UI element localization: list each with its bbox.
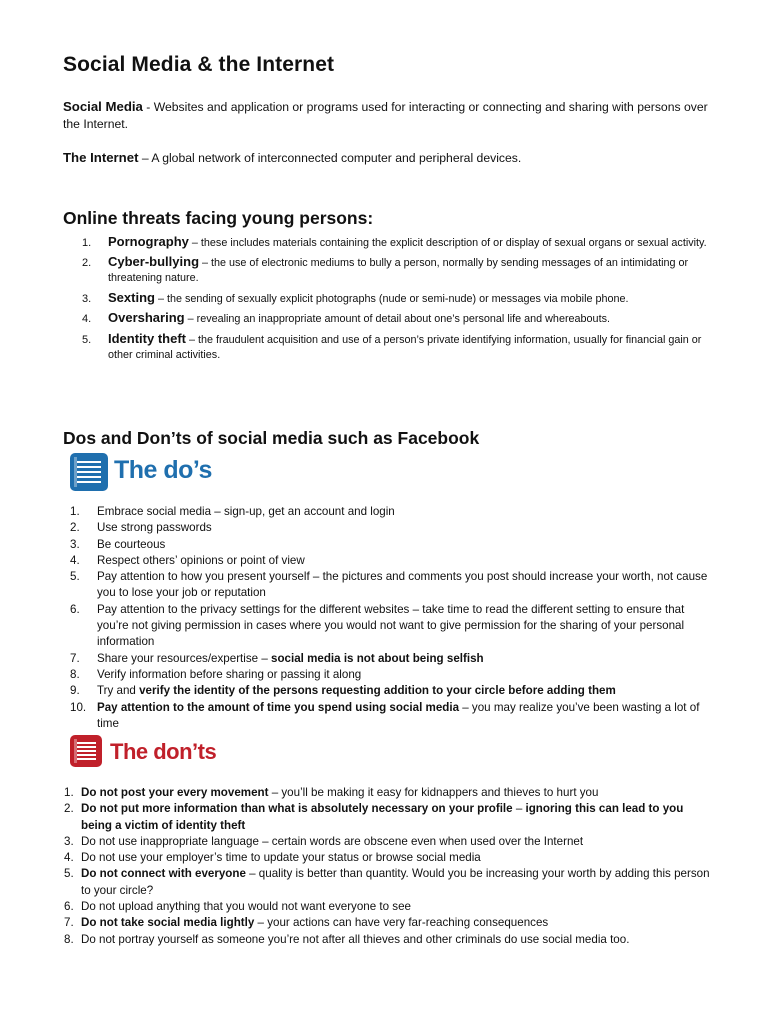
donts-item bbox=[64, 801, 714, 834]
dos-logo-text: The do’s bbox=[114, 456, 212, 484]
threats-heading: Online threats facing young persons: bbox=[63, 208, 374, 228]
donts-item-number: 3. bbox=[64, 834, 74, 848]
donts-item bbox=[64, 899, 714, 915]
dos-item-number: 3. bbox=[70, 537, 80, 551]
donts-item-number: 6. bbox=[64, 900, 74, 914]
dos-item-number: 10. bbox=[70, 700, 87, 714]
definition-social-media bbox=[63, 98, 713, 133]
donts-item-number: 8. bbox=[64, 932, 74, 946]
threat-text: – the fraudulent acquisition and use of a person’s private identifying information, usually for financial gain or other criminal activities. bbox=[108, 333, 702, 361]
dos-item-text: Embrace social media – sign-up, get an account and login bbox=[97, 505, 395, 518]
dos-item-text: Pay attention to the amount of time you spend using social media bbox=[97, 700, 460, 714]
threat-item bbox=[82, 331, 722, 363]
dos-item bbox=[70, 651, 710, 667]
donts-logo-text: The don’ts bbox=[110, 739, 217, 764]
donts-item bbox=[64, 915, 714, 931]
dos-item-text: Try and bbox=[97, 684, 140, 698]
threat-term: Oversharing bbox=[108, 310, 185, 326]
donts-list bbox=[64, 785, 714, 948]
threat-term: Pornography bbox=[108, 234, 189, 249]
threat-term: Identity theft bbox=[108, 330, 186, 346]
donts-item-text: – you’ll be making it easy for kidnappers and thieves to hurt you bbox=[268, 786, 599, 799]
donts-item-text: – bbox=[512, 802, 526, 816]
donts-item bbox=[64, 866, 714, 899]
threat-number: 4. bbox=[82, 313, 92, 326]
dos-item-number: 4. bbox=[70, 553, 80, 567]
threat-term: Sexting bbox=[108, 289, 155, 305]
donts-item-number: 7. bbox=[64, 916, 74, 930]
definition-term: Social Media bbox=[63, 99, 143, 114]
page-title: Social Media & the Internet bbox=[63, 53, 335, 76]
definition-internet bbox=[63, 149, 713, 167]
threat-text: – revealing an inappropriate amount of detail about one’s personal life and whereabouts. bbox=[184, 313, 610, 326]
donts-item bbox=[64, 850, 714, 866]
donts-item-number: 4. bbox=[64, 851, 74, 865]
dos-item-number: 1. bbox=[70, 505, 80, 518]
definition-text: – A global network of interconnected computer and peripheral devices. bbox=[138, 151, 522, 165]
dos-item-number: 2. bbox=[70, 521, 80, 535]
dos-item-text: Be courteous bbox=[97, 537, 166, 551]
donts-item-text: Do not portray yourself as someone you’re not after all thieves and other criminals do use social media too. bbox=[81, 932, 630, 946]
threat-text: – the sending of sexually explicit photographs (nude or semi-nude) or messages via mobile phone. bbox=[154, 292, 629, 305]
dos-item bbox=[70, 520, 710, 536]
threats-list bbox=[82, 234, 722, 366]
dos-item-text: social media is not about being selfish bbox=[271, 651, 484, 665]
donts-item-number: 2. bbox=[64, 802, 74, 816]
donts-item-number: 1. bbox=[64, 786, 74, 799]
donts-item-text: ignoring this can lead to you being a victim of identity theft bbox=[81, 802, 684, 832]
dos-list bbox=[70, 504, 710, 732]
threat-number: 3. bbox=[82, 292, 92, 305]
donts-item-text: Do not use your employer’s time to update your status or browse social media bbox=[81, 851, 481, 865]
donts-item-number: 5. bbox=[64, 867, 74, 881]
dos-item-text: Use strong passwords bbox=[97, 521, 212, 535]
dos-item-number: 9. bbox=[70, 684, 80, 698]
dos-item-text: Pay attention to the privacy settings for the different websites – take time to read the different setting to ensure that you’re not giving permission in cases where you would not want to give permission for the sharing of your personal information bbox=[97, 602, 685, 649]
threat-number: 2. bbox=[82, 257, 92, 270]
donts-item-text: – your actions can have very far-reaching consequences bbox=[254, 916, 549, 930]
donts-item-text: – quality is better than quantity. Would you be increasing your worth by adding this person to your circle? bbox=[81, 867, 710, 897]
donts-item-text: Do not put more information than what is absolutely necessary on your profile bbox=[81, 802, 513, 816]
donts-item bbox=[64, 932, 714, 948]
donts-item-text: Do not take social media lightly bbox=[81, 916, 255, 930]
donts-item bbox=[64, 834, 714, 850]
donts-item-text: Do not upload anything that you would not want everyone to see bbox=[81, 900, 412, 914]
dos-item-number: 5. bbox=[70, 570, 80, 584]
threat-term: Cyber-bullying bbox=[108, 254, 200, 270]
dos-item bbox=[70, 602, 710, 651]
threat-number: 5. bbox=[82, 333, 92, 346]
threat-item bbox=[82, 254, 722, 286]
dos-item bbox=[70, 537, 710, 553]
dos-item bbox=[70, 667, 710, 683]
dos-item-text: Respect others’ opinions or point of view bbox=[97, 553, 305, 567]
threat-item bbox=[82, 290, 722, 307]
dos-item-text: verify the identity of the persons requesting addition to your circle before adding them bbox=[139, 684, 616, 698]
donts-item bbox=[64, 785, 714, 801]
dos-item bbox=[70, 700, 710, 733]
dos-item bbox=[70, 504, 710, 520]
definition-term: The Internet bbox=[63, 150, 139, 165]
threat-text: – the use of electronic mediums to bully a person, normally by sending messages of an intimidating or threatening nature. bbox=[108, 257, 689, 285]
dos-item bbox=[70, 569, 710, 602]
threat-item bbox=[82, 310, 722, 327]
dos-item-number: 8. bbox=[70, 667, 80, 681]
dos-item bbox=[70, 553, 710, 569]
book-icon bbox=[70, 453, 108, 491]
definition-text: - Websites and application or programs used for interacting or connecting and sharing with persons over the Internet. bbox=[63, 100, 708, 131]
donts-item-text: Do not use inappropriate language – certain words are obscene even when used over the Internet bbox=[81, 834, 584, 848]
dos-item-number: 6. bbox=[70, 602, 80, 616]
donts-item-text: Do not post your every movement bbox=[81, 786, 269, 799]
dos-item-text: Pay attention to how you present yourself – the pictures and comments you post should increase your worth, not cause you to lose your job or reputation bbox=[97, 570, 708, 600]
dos-donts-heading: Dos and Don’ts of social media such as Facebook bbox=[63, 428, 480, 448]
threat-item bbox=[82, 234, 722, 251]
dos-item bbox=[70, 683, 710, 699]
dos-item-text: – you may realize you’ve been wasting a lot of time bbox=[97, 700, 700, 730]
dos-item-text: Share your resources/expertise – bbox=[97, 651, 271, 665]
threat-number: 1. bbox=[82, 237, 92, 249]
donts-item-text: Do not connect with everyone bbox=[81, 867, 246, 881]
dos-item-number: 7. bbox=[70, 651, 80, 665]
threat-text: – these includes materials containing the explicit description of or display of sexual organs or sexual activity. bbox=[188, 237, 707, 249]
dos-item-text: Verify information before sharing or passing it along bbox=[97, 667, 362, 681]
book-icon bbox=[70, 735, 102, 767]
